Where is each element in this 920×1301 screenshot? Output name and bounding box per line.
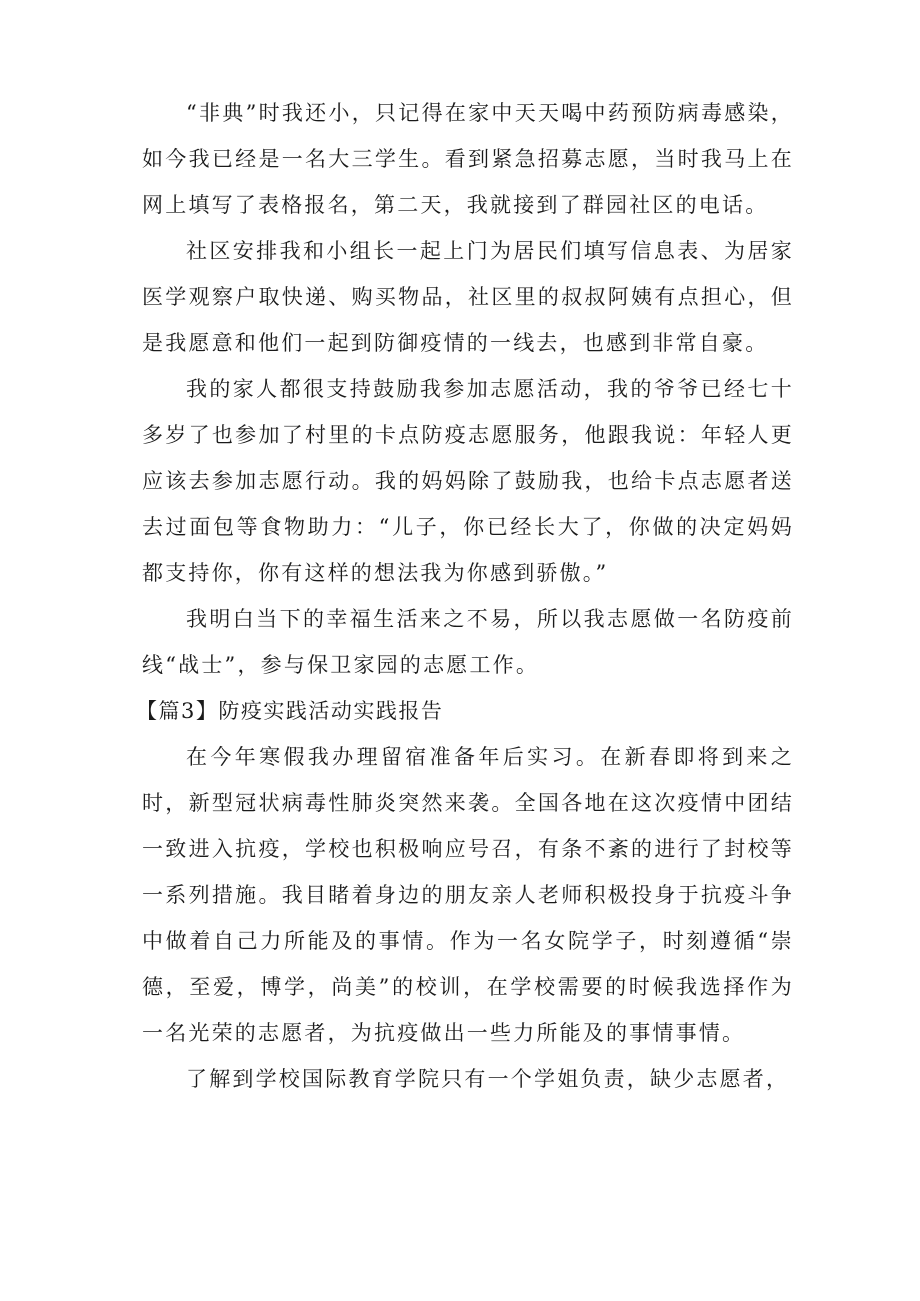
section-heading: 【篇3】防疫实践活动实践报告 [136, 699, 444, 723]
paragraph-4: 我明白当下的幸福生活来之不易，所以我志愿做一名防疫前线“战士”，参与保卫家园的志愿工作。 [142, 607, 794, 677]
paragraph-1: “非典”时我还小，只记得在家中天天喝中药预防病毒感染，如今我已经是一名大三学生。看到紧急招募志愿，当时我马上在网上填写了表格报名，第二天，我就接到了群园社区的电话。 [142, 101, 794, 217]
paragraph-2: 社区安排我和小组长一起上门为居民们填写信息表、为居家医学观察户取快递、购买物品，社区里的叔叔阿姨有点担心，但是我愿意和他们一起到防御疫情的一线去，也感到非常自豪。 [142, 239, 794, 355]
document-body [136, 90, 794, 1102]
paragraph-5: 在今年寒假我办理留宿准备年后实习。在新春即将到来之时，新型冠状病毒性肺炎突然来袭。全国各地在这次疫情中团结一致进入抗疫，学校也积极响应号召，有条不紊的进行了封校等一系列措施。我目睹着身边的朋友亲人老师积极投身于抗疫斗争中做着自己力所能及的事情。作为一名女院学子，时刻遵循“崇德，至爱，博学，尚美”的校训，在学校需要的时候我选择作为一名光荣的志愿者，为抗疫做出一些力所能及的事情事情。 [142, 745, 794, 1045]
paragraph-6: 了解到学校国际教育学院只有一个学姐负责，缺少志愿者， [186, 1067, 790, 1091]
paragraph-3: 我的家人都很支持鼓励我参加志愿活动，我的爷爷已经七十多岁了也参加了村里的卡点防疫志愿服务，他跟我说：年轻人更应该去参加志愿行动。我的妈妈除了鼓励我，也给卡点志愿者送去过面包等食物助力：“儿子，你已经长大了，你做的决定妈妈都支持你，你有这样的想法我为你感到骄傲。” [142, 377, 794, 585]
